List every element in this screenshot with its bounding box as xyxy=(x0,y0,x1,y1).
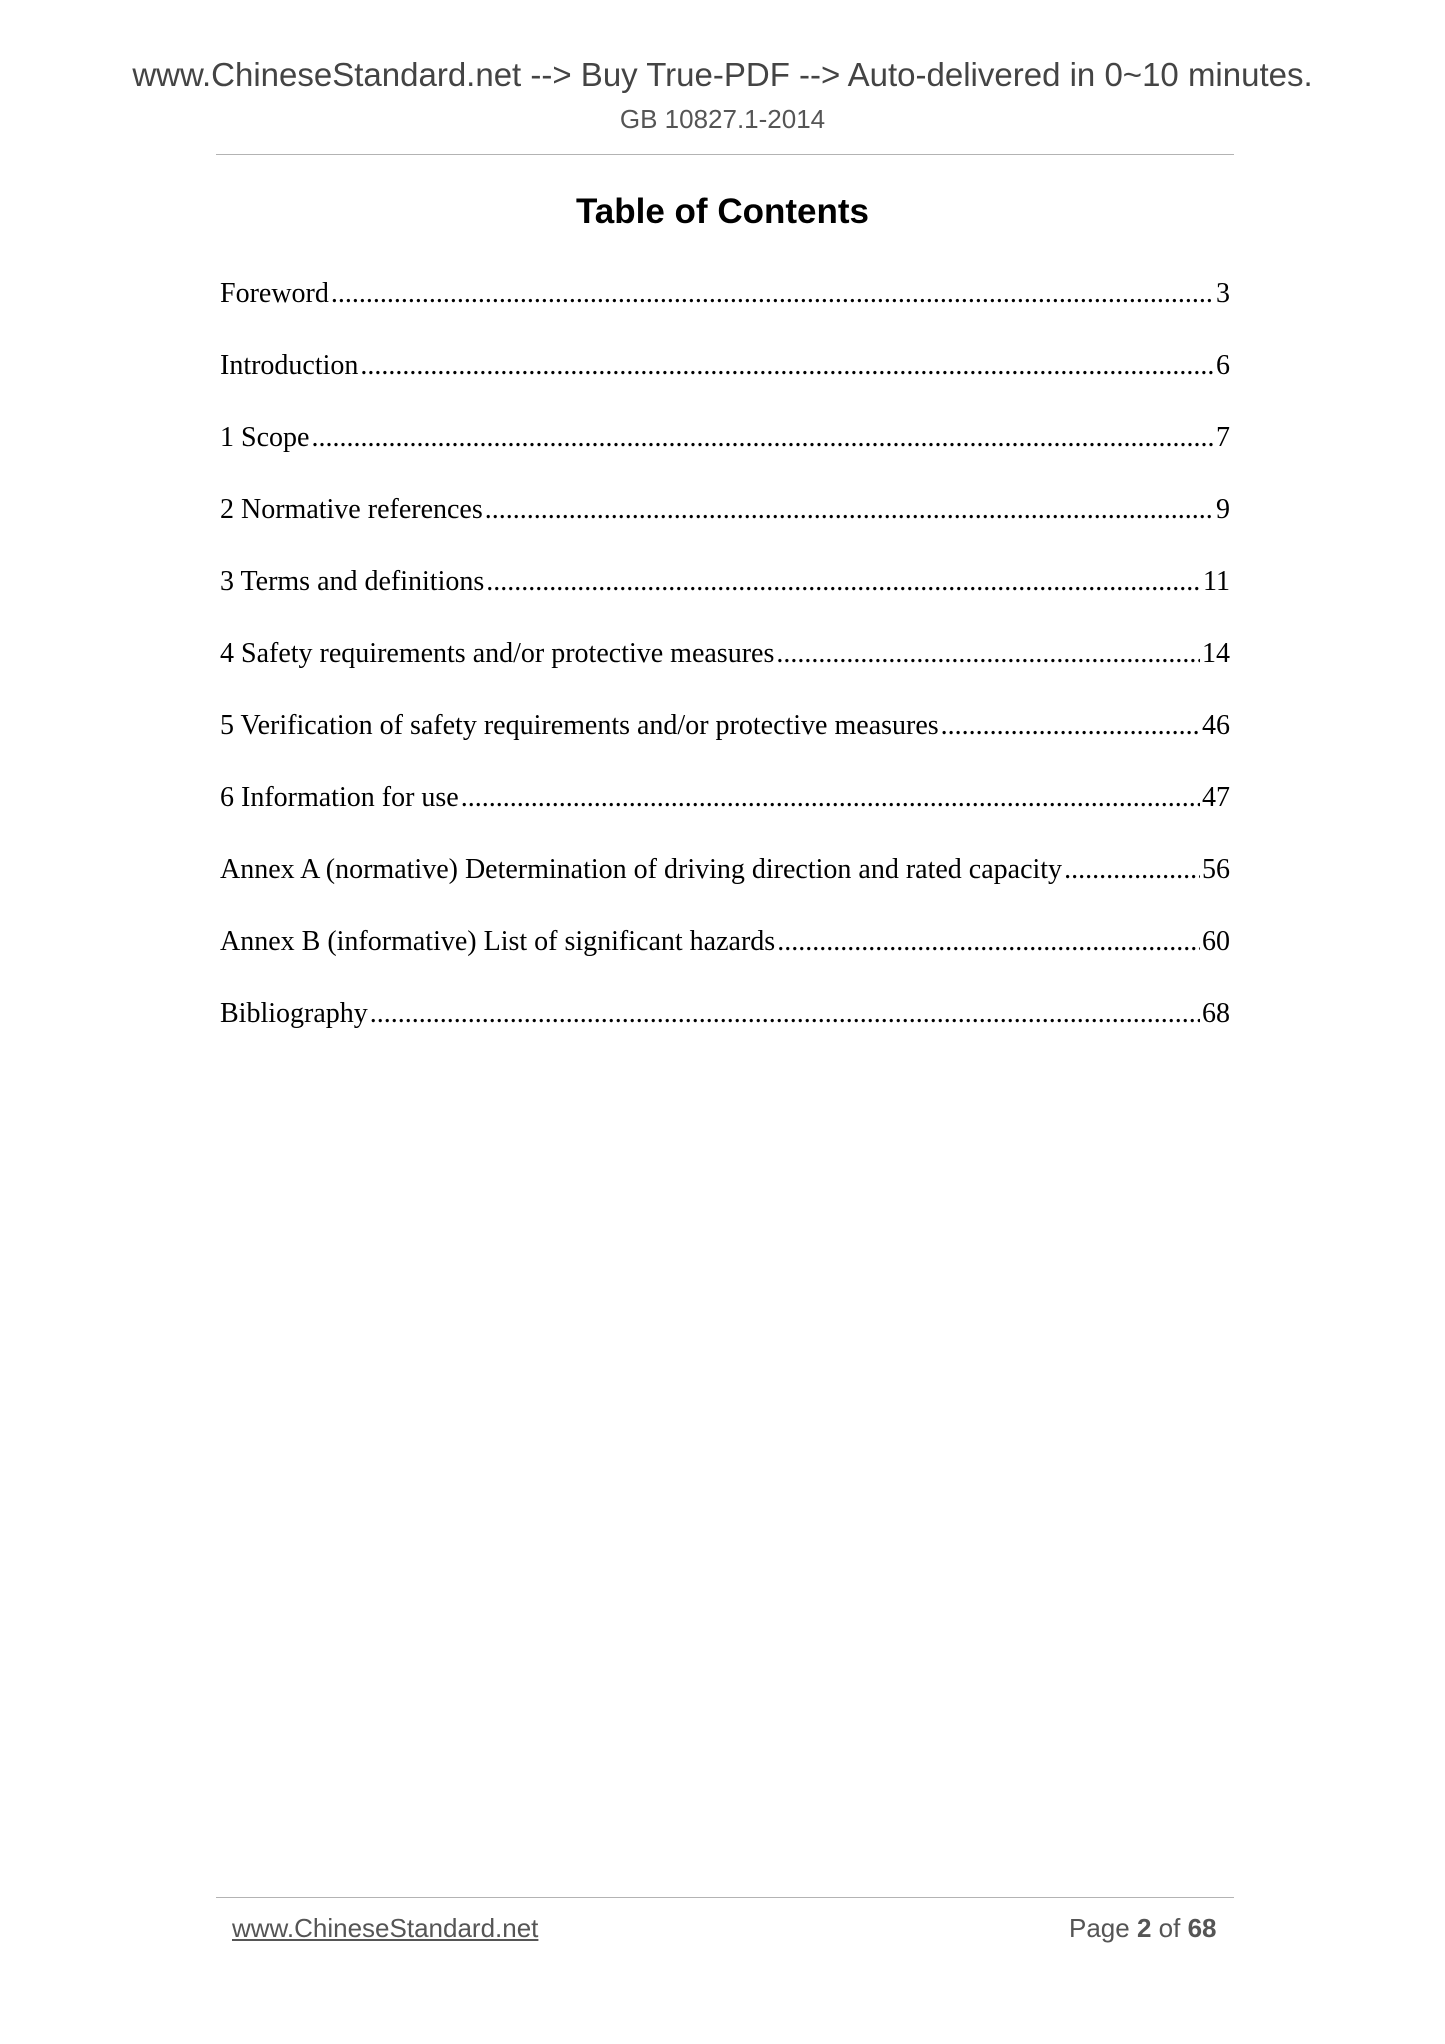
toc-entry-information-for-use[interactable] xyxy=(220,780,1230,852)
toc-entry-page: 60 xyxy=(1202,926,1230,957)
standard-code: GB 10827.1-2014 xyxy=(619,104,826,134)
table-of-contents xyxy=(220,276,1230,1068)
toc-leader xyxy=(311,420,1214,456)
toc-entry-page: 11 xyxy=(1203,566,1230,597)
toc-entry-text: 5 Verification of safety requirements and/or protective measures xyxy=(220,710,939,741)
toc-leader xyxy=(777,924,1200,960)
toc-entry-safety-requirements[interactable] xyxy=(220,636,1230,708)
footer-divider xyxy=(216,1897,1234,1898)
footer-site-link[interactable]: www.ChineseStandard.net xyxy=(232,1913,539,1943)
toc-entry-text: Annex B (informative) List of significant hazards xyxy=(220,926,776,957)
toc-leader xyxy=(941,708,1200,744)
toc-entry-page: 68 xyxy=(1202,998,1230,1029)
toc-entry-text: Foreword xyxy=(220,278,329,309)
page-label: Page xyxy=(1069,1913,1130,1943)
toc-entry-page: 46 xyxy=(1202,710,1230,741)
toc-entry-normative-references[interactable] xyxy=(220,492,1230,564)
toc-leader xyxy=(776,636,1200,672)
toc-entry-text: 2 Normative references xyxy=(220,494,483,525)
toc-entry-page: 6 xyxy=(1216,350,1230,381)
total-pages: 68 xyxy=(1187,1913,1217,1943)
toc-leader xyxy=(331,276,1214,312)
toc-entry-page: 14 xyxy=(1202,638,1230,669)
toc-entry-annex-b[interactable] xyxy=(220,924,1230,996)
of-label: of xyxy=(1158,1913,1181,1943)
toc-entry-text: 6 Information for use xyxy=(220,782,459,813)
toc-leader xyxy=(461,780,1200,816)
toc-leader xyxy=(485,492,1214,528)
toc-entry-page: 47 xyxy=(1202,782,1230,813)
toc-leader xyxy=(370,996,1200,1032)
toc-entry-text: Bibliography xyxy=(220,998,368,1029)
toc-entry-page: 9 xyxy=(1216,494,1230,525)
header-banner: www.ChineseStandard.net --> Buy True-PDF --> Auto-delivered in 0~10 minutes. xyxy=(132,56,1313,93)
toc-entry-introduction[interactable] xyxy=(220,348,1230,420)
toc-entry-verification[interactable] xyxy=(220,708,1230,780)
header-divider xyxy=(216,154,1234,155)
toc-entry-page: 3 xyxy=(1216,278,1230,309)
toc-entry-text: 4 Safety requirements and/or protective measures xyxy=(220,638,775,669)
toc-entry-scope[interactable] xyxy=(220,420,1230,492)
toc-leader xyxy=(1064,852,1200,888)
toc-leader xyxy=(486,564,1201,600)
toc-entry-annex-a[interactable] xyxy=(220,852,1230,924)
toc-entry-text: 3 Terms and definitions xyxy=(220,566,485,597)
toc-entry-foreword[interactable] xyxy=(220,276,1230,348)
toc-entry-text: Annex A (normative) Determination of driving direction and rated capacity xyxy=(220,854,1063,885)
toc-entry-page: 7 xyxy=(1216,422,1230,453)
toc-entry-bibliography[interactable] xyxy=(220,996,1230,1068)
toc-entry-text: 1 Scope xyxy=(220,422,310,453)
toc-entry-terms-and-definitions[interactable] xyxy=(220,564,1230,636)
current-page: 2 xyxy=(1136,1913,1152,1943)
toc-title: Table of Contents xyxy=(576,192,869,231)
toc-entry-text: Introduction xyxy=(220,350,359,381)
page-indicator xyxy=(1069,1913,1217,1944)
toc-leader xyxy=(360,348,1214,384)
toc-entry-page: 56 xyxy=(1202,854,1230,885)
